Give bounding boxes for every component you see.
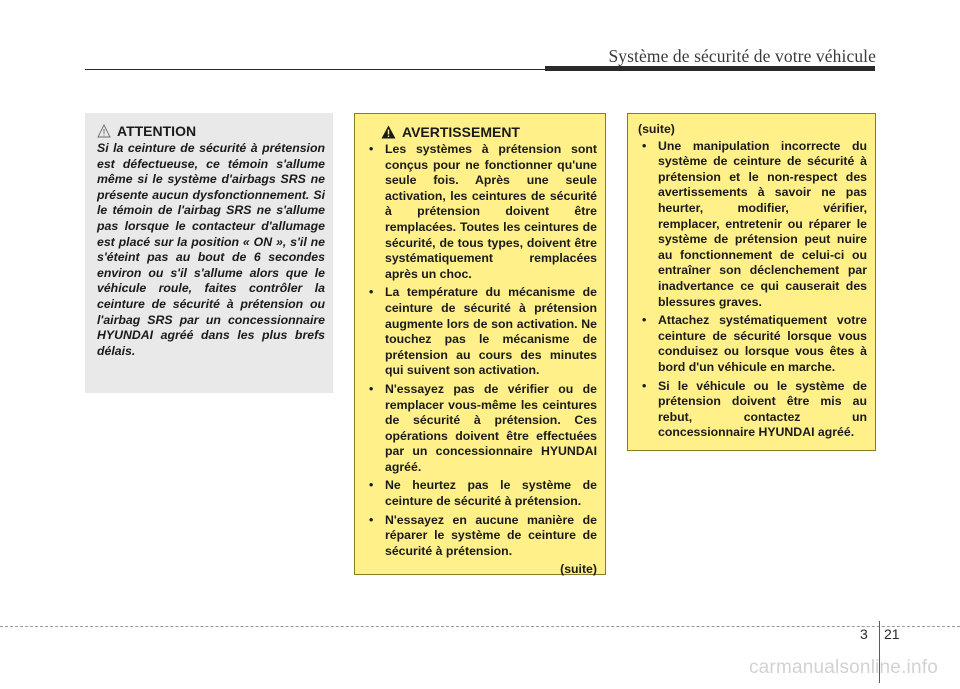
- attention-heading: [97, 123, 325, 139]
- warning-triangle-solid-icon: [381, 125, 396, 139]
- attention-box: [85, 113, 333, 393]
- list-item: • Les systèmes à prétension sont conçus pour ne fonctionner qu'une seule fois. Après une seule activation, les ceintures de sécurité à prétension doivent être remplacées. Toutes les ceintures de sécurité, de tous types, doivent être systématiquement remplacées après un choc.: [365, 142, 597, 282]
- warning-list: [365, 142, 597, 559]
- warning-heading: [365, 124, 597, 140]
- list-item: • La température du mécanisme de ceinture de sécurité à prétension augmente lors de son activation. Ne touchez pas le mécanisme de prétension au cours des minutes qui suivent son activation.: [365, 285, 597, 379]
- continued-label: (suite): [638, 122, 675, 136]
- chapter-number: 3: [860, 626, 868, 642]
- continued-label: (suite): [560, 562, 597, 577]
- section-title: Système de sécurité de votre véhicule: [608, 46, 876, 66]
- warning-continued-list: [638, 139, 867, 441]
- warning-continued-box: [627, 113, 876, 451]
- warning-box: [354, 113, 606, 575]
- list-item: • N'essayez en aucune manière de réparer le système de ceinture de sécurité à prétension.: [365, 513, 597, 560]
- list-item: • N'essayez pas de vérifier ou de remplacer vous-même les ceintures de sécurité à prétension. Ces opérations doivent être effectuées par un concessionnaire HYUNDAI agréé.: [365, 382, 597, 476]
- attention-text: Si la ceinture de sécurité à prétension est défectueuse, ce témoin s'allume même si le système d'airbags SRS ne présente aucun dysfonctionnement. Si le témoin de l'airbag SRS ne s'allume pas lorsque le contacteur d'allumage est placé sur la position « ON », s'il ne s'éteint pas au bout de 6 secondes environ ou s'il s'allume alors que le véhicule roule, faites contrôler la ceinture de sécurité à prétension ou l'airbag SRS par un concessionnaire HYUNDAI agréé dans les plus brefs délais.: [97, 141, 325, 358]
- page-number: 21: [884, 626, 900, 642]
- list-item: • Attachez systématiquement votre ceinture de sécurité lorsque vous conduisez ou lorsque vous êtes à bord d'un véhicule en marche.: [638, 313, 867, 375]
- list-item: • Ne heurtez pas le système de ceinture de sécurité à prétension.: [365, 478, 597, 509]
- header-rule-accent: [545, 66, 875, 71]
- attention-title: ATTENTION: [117, 123, 197, 139]
- footer-rule: [0, 626, 960, 627]
- list-item: • Une manipulation incorrecte du système de ceinture de sécurité à prétension et le non-respect des avertissements à savoir ne pas heurter, modifier, vérifier, remplacer, entretenir ou réparer le système de prétension peut nuire au fonctionnement de celui-ci ou entraîner son déclenchement par inadvertance ce qui causerait des blessures graves.: [638, 139, 867, 311]
- warning-triangle-outline-icon: [97, 124, 111, 138]
- watermark: carmanualsonline.info: [748, 657, 938, 678]
- warning-title: AVERTISSEMENT: [402, 124, 520, 140]
- list-item: • Si le véhicule ou le système de prétension doivent être mis au rebut, contactez un concessionnaire HYUNDAI agréé.: [638, 379, 867, 441]
